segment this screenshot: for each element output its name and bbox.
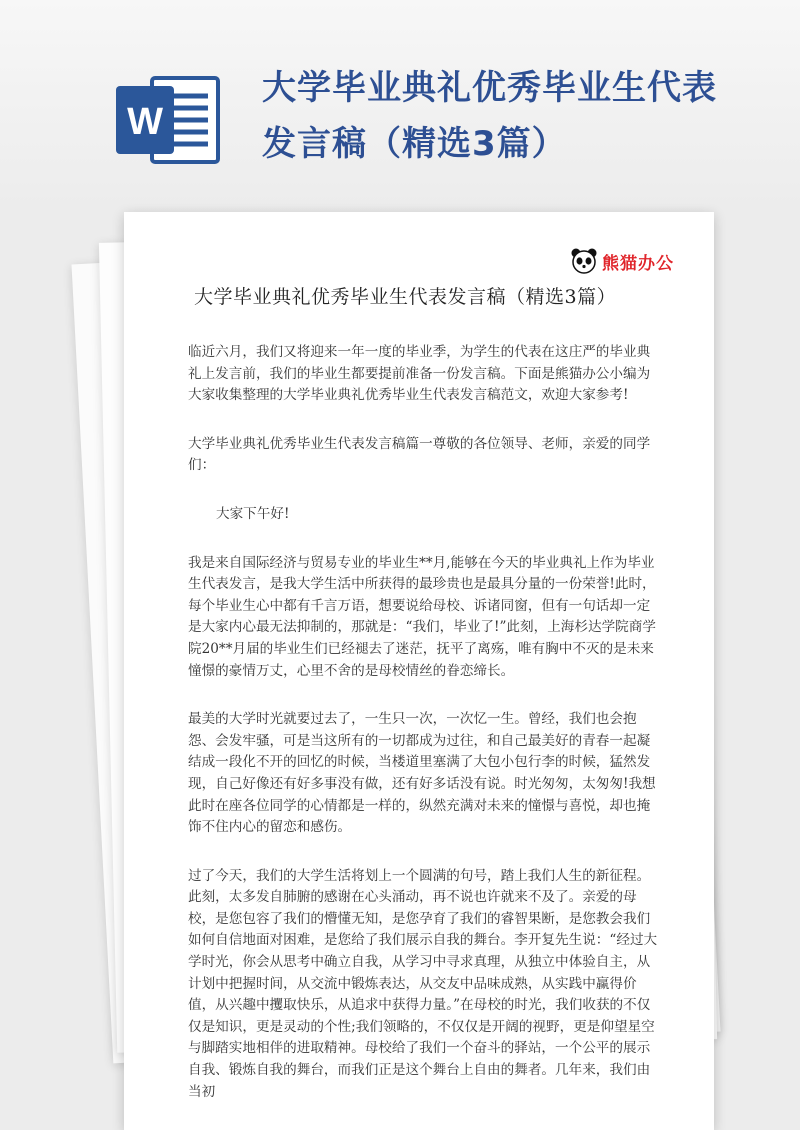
paragraph-body-3: 过了今天，我们的大学生活将划上一个圆满的句号，踏上我们人生的新征程。此刻，太多发自肺腑的感谢在心头涌动，再不说也许就来不及了。亲爱的母校，是您包容了我们的懵懂无知，是您孕育了我们的睿智果断，是您教会我们如何自信地面对困难，是您给了我们展示自我的舞台。李开复先生说：“经过大学时光，你会从思考中确立自我，从学习中寻求真理，从独立中体验自主，从计划中把握时间，从交流中锻炼表达，从交友中品味成熟，从实践中赢得价值，从兴趣中攫取快乐，从追求中获得力量。”在母校的时光，我们收获的不仅仅是知识，更是灵动的个性;我们领略的，不仅仅是开阔的视野，更是仰望星空与脚踏实地相伴的进取精神。母校给了我们一个奋斗的驿站，一个公平的展示自我、锻炼自我的舞台，而我们正是这个舞台上自由的舞者。几年来，我们由当初	[188, 867, 658, 1100]
brand-logo	[570, 246, 674, 276]
title-line-2: 发言稿（精选3篇）	[262, 124, 567, 164]
title-line-1: 大学毕业典礼优秀毕业生代表	[262, 68, 717, 108]
brand-name: 熊猫办公	[602, 253, 674, 274]
panda-icon	[570, 247, 598, 275]
paragraph-greeting: 大家下午好!	[216, 505, 290, 522]
document-page	[124, 212, 714, 1130]
document-title	[262, 60, 762, 172]
word-document-icon	[112, 72, 222, 168]
svg-text:W: W	[127, 101, 163, 143]
paragraph-intro: 临近六月，我们又将迎来一年一度的毕业季，为学生的代表在这庄严的毕业典礼上发言前，我们的毕业生都要提前准备一份发言稿。下面是熊猫办公小编为大家收集整理的大学毕业典礼优秀毕业生代表发言稿范文，欢迎大家参考!	[188, 344, 651, 404]
paragraph-body-1: 我是来自国际经济与贸易专业的毕业生**月,能够在今天的毕业典礼上作为毕业生代表发言，是我大学生活中所获得的最珍贵也是最具分量的一份荣誉!此时，每个毕业生心中都有千言万语，想要说给母校、诉诸同窗，但有一句话却一定是大家内心最无法抑制的，那就是：“我们，毕业了!”此刻，上海杉达学院商学院20**月届的毕业生们已经褪去了迷茫，抚平了离殇，唯有胸中不灭的是未来憧憬的豪情万丈，心里不舍的是母校情丝的眷恋缔长。	[188, 554, 656, 679]
document-header	[0, 0, 800, 210]
page-title: 大学毕业典礼优秀毕业生代表发言稿（精选3篇）	[194, 286, 617, 308]
paragraph-salutation: 大学毕业典礼优秀毕业生代表发言稿篇一尊敬的各位领导、老师，亲爱的同学们：	[188, 435, 651, 474]
paragraph-body-2: 最美的大学时光就要过去了，一生只一次，一次忆一生。曾经，我们也会抱怨、会发牢骚，可是当这所有的一切都成为过往，和自己最美好的青春一起凝结成一段化不开的回忆的时候，当楼道里塞满了大包小包行李的时候，猛然发现，自己好像还有好多事没有做，还有好多话没有说。时光匆匆，太匆匆!我想此时在座各位同学的心情都是一样的，纵然充满对未来的憧憬与喜悦，却也掩饰不住内心的留恋和感伤。	[188, 711, 656, 836]
document-body	[188, 342, 658, 1130]
